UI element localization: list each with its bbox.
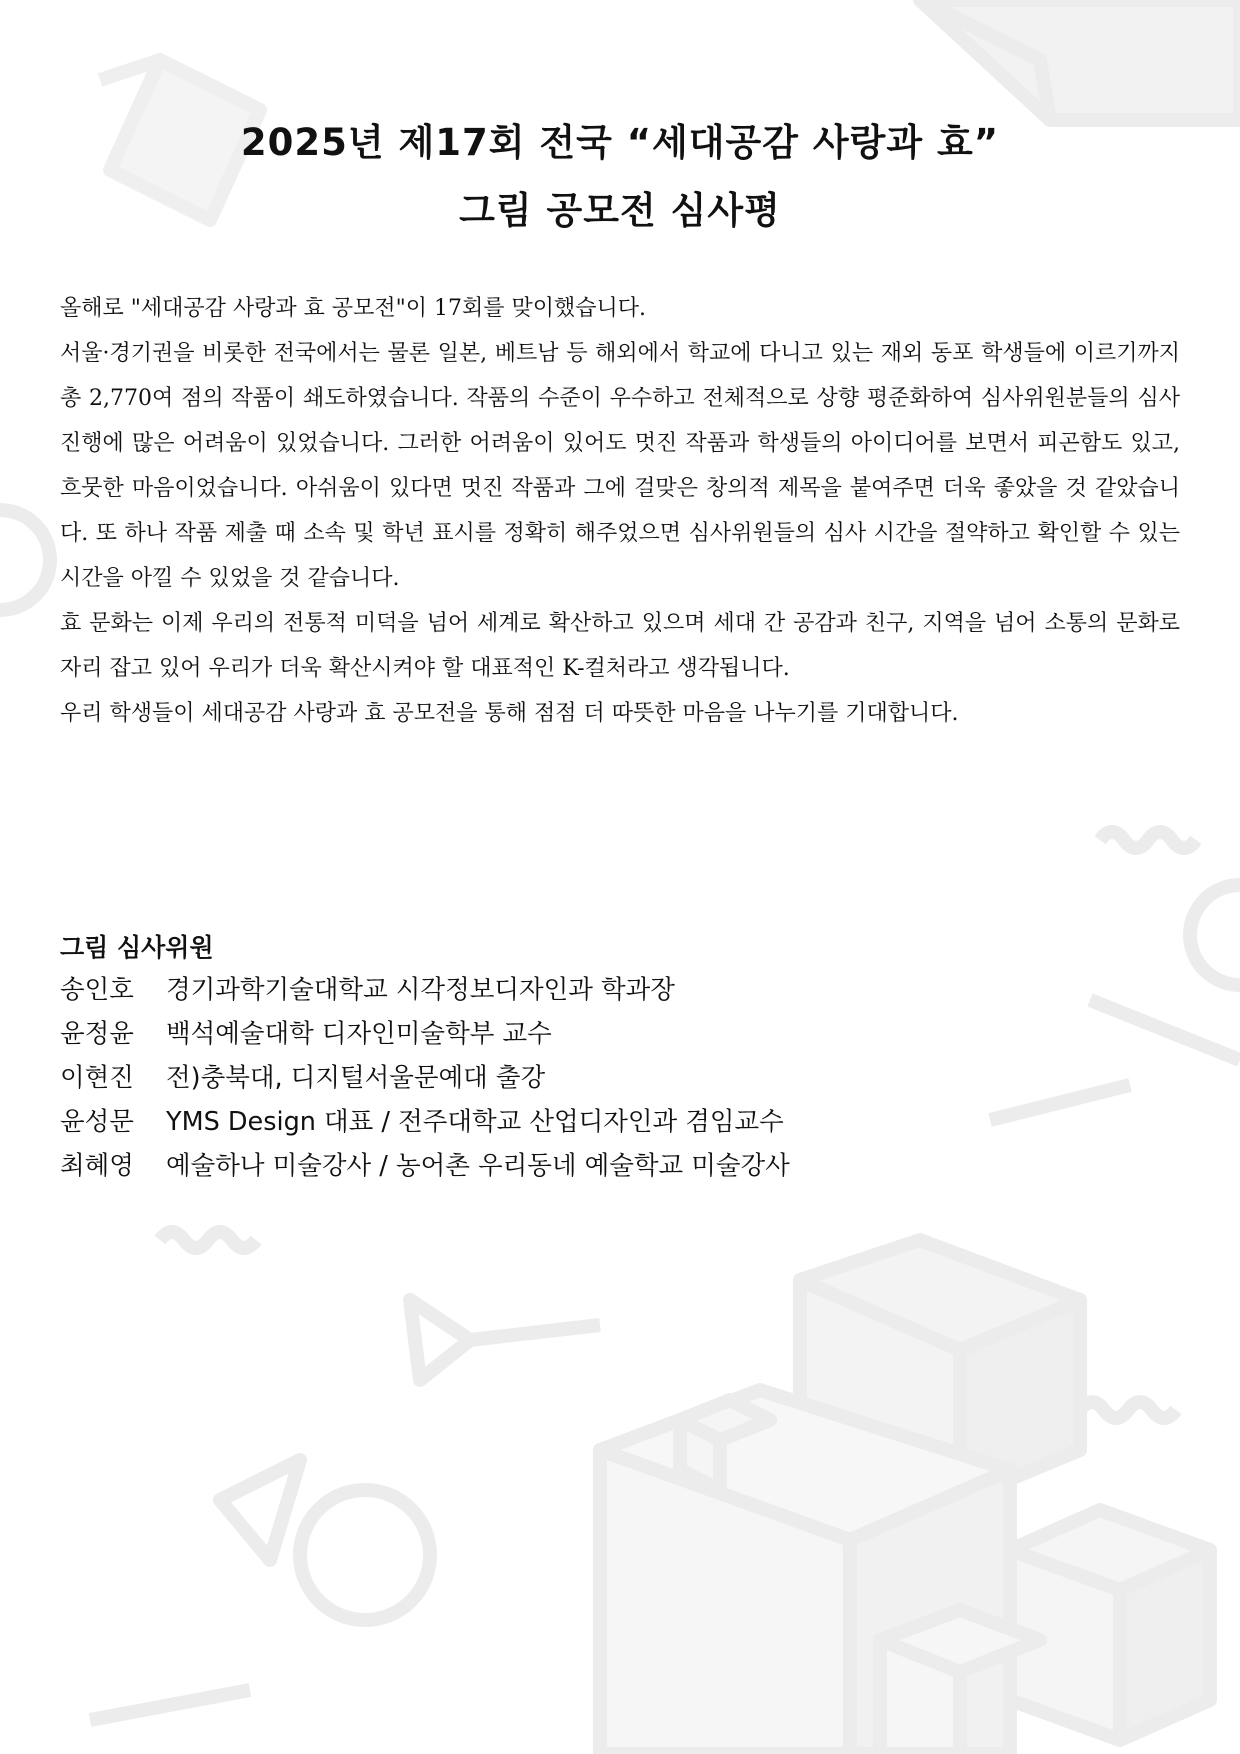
judge-name: 이현진 [60,1063,134,1093]
review-paragraph: 올해로 "세대공감 사랑과 효 공모전"이 17회를 맞이했습니다. [60,296,646,321]
judges-section [60,928,1180,1188]
judge-name: 송인호 [60,975,134,1005]
review-paragraph: 효 문화는 이제 우리의 전통적 미덕을 넘어 세계로 확산하고 있으며 세대 간 공감과 친구, 지역을 넘어 소통의 문화로 자리 잡고 있어 우리가 더욱 확산시켜야 할 대표적인 K-컬처라고 생각됩니다. [60,611,1180,681]
page-subtitle: 그림 공모전 심사평 [459,189,781,232]
judge-name: 최혜영 [60,1151,134,1181]
judge-name: 윤성문 [60,1107,134,1137]
page-title: 2025년 제17회 전국 “세대공감 사랑과 효” [240,121,1000,164]
review-paragraph: 서울·경기권을 비롯한 전국에서는 물론 일본, 베트남 등 해외에서 학교에 다니고 있는 재외 동포 학생들에 이르기까지 총 2,770여 점의 작품이 쇄도하였습니다. 작품의 수준이 우수하고 전체적으로 상향 평준화하여 심사위원분들의 심사 진행에 많은 어려움이 있었습니다. 그러한 어려움이 있어도 멋진 작품과 학생들의 아이디어를 보면서 피곤함도 있고, 흐뭇한 마음이었습니다. 아쉬움이 있다면 멋진 작품과 그에 걸맞은 창의적 제목을 붙여주면 더욱 좋았을 것 같았습니다. 또 하나 작품 제출 때 소속 및 학년 표시를 정확히 해주었으면 심사위원들의 심사 시간을 절약하고 확인할 수 있는 시간을 아낄 수 있었을 것 같습니다. [60,341,1180,591]
judge-name: 윤정윤 [60,1019,134,1049]
judge-role: 전)충북대, 디지털서울문예대 출강 [166,1063,546,1093]
review-body [60,286,1180,736]
judge-role: 예술하나 미술강사 / 농어촌 우리동네 예술학교 미술강사 [166,1151,790,1181]
judges-heading: 그림 심사위원 [60,933,214,962]
judge-row [60,968,1180,1012]
judge-role: 백석예술대학 디자인미술학부 교수 [166,1019,552,1049]
review-paragraph: 우리 학생들이 세대공감 사랑과 효 공모전을 통해 점점 더 따뜻한 마음을 나누기를 기대합니다. [60,701,959,726]
judge-role: YMS Design 대표 / 전주대학교 산업디자인과 겸임교수 [166,1107,784,1137]
judge-row [60,1056,1180,1100]
judge-row [60,1100,1180,1144]
judge-role: 경기과학기술대학교 시각정보디자인과 학과장 [166,975,675,1005]
judge-row [60,1144,1180,1188]
judge-row [60,1012,1180,1056]
